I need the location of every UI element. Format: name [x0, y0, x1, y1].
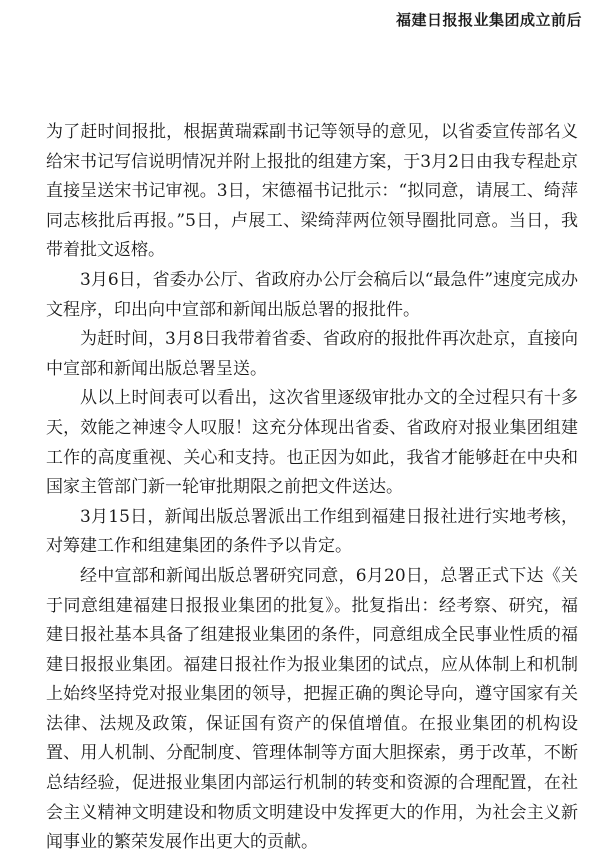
running-header: 福建日报报业集团成立前后 [395, 11, 582, 29]
paragraph: 为了赶时间报批，根据黄瑞霖副书记等领导的意见，以省委宣传部名义给宋书记写信说明情况并附上报批的组建方案，于3月2日由我专程赴京直接呈送宋书记审视。3日，宋德福书记批示：“拟同意，请展工、绮萍同志核批后再报。”5日，卢展工、梁绮萍两位领导圈批同意。当日，我带着批文返榕。 [46, 122, 578, 261]
paragraph: 3月6日，省委办公厅、省政府办公厅会稿后以“最急件”速度完成办文程序，印出向中宣部和新闻出版总署的报批件。 [46, 269, 579, 320]
paragraph: 经中宣部和新闻出版总署研究同意，6月20日，总署正式下达《关于同意组建福建日报报业集团的批复》。批复指出：经考察、研究，福建日报社基本具备了组建报业集团的条件，同意组成全民事业性质的福建日报报业集团。福建日报社作为报业集团的试点，应从体制上和机制上始终坚持党对报业集团的领导，把握正确的舆论导向，遵守国家有关法律、法规及政策，保证国有资产的保值增值。在报业集团的机构设置、用人机制、分配制度、管理体制等方面大胆探索，勇于改革，不断总结经验，促进报业集团内部运行机制的转变和资源的合理配置，在社会主义精神文明建设和物质文明建设中发挥更大的作用，为社会主义新闻事业的繁荣发展作出更大的贡献。 [46, 565, 578, 853]
paragraph: 从以上时间表可以看出，这次省里逐级审批办文的全过程只有十多天，效能之神速令人叹服！这充分体现出省委、省政府对报业集团组建工作的高度重视、关心和支持。也正因为如此，我省才能够赶在中央和国家主管部门新一轮审批期限之前把文件送达。 [46, 388, 578, 498]
paragraph: 3月15日，新闻出版总署派出工作组到福建日报社进行实地考核，对筹建工作和组建集团的条件予以肯定。 [46, 506, 578, 557]
body-text [46, 118, 578, 858]
paragraph: 为赶时间，3月8日我带着省委、省政府的报批件再次赴京，直接向中宣部和新闻出版总署呈送。 [46, 329, 578, 379]
